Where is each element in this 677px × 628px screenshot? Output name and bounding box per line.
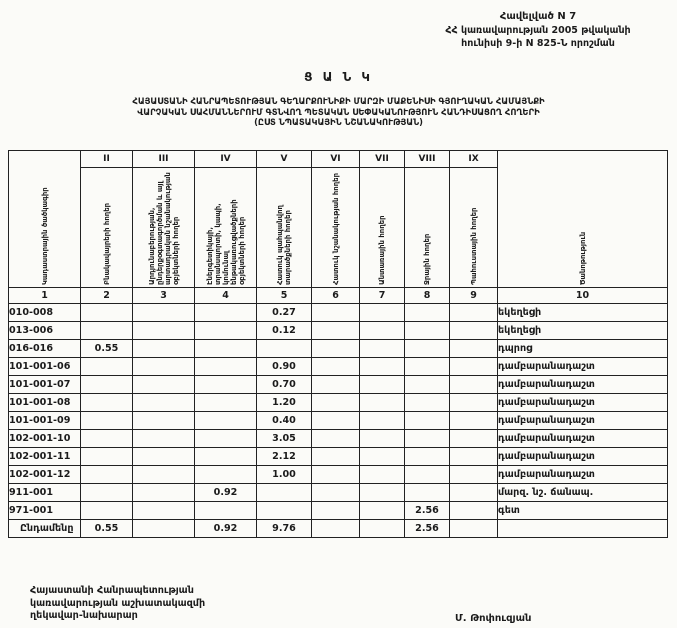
- column-number-cell: 3: [133, 288, 195, 304]
- value-cell: [450, 340, 498, 358]
- value-cell: [133, 520, 195, 538]
- category-header-cell: [133, 168, 195, 288]
- value-cell: [405, 430, 450, 448]
- value-cell: [405, 322, 450, 340]
- cadastral-code-cell: 101-001-07: [9, 376, 81, 394]
- note-cell: դամբարանադաշտ: [498, 358, 668, 376]
- value-cell: 0.55: [81, 520, 133, 538]
- category-header-label: Հատուկ պահպանվող տարածքների հողեր: [276, 205, 292, 285]
- value-cell: [450, 484, 498, 502]
- document-subtitle: [0, 96, 677, 128]
- column-number-cell: 5: [257, 288, 312, 304]
- roman-numeral-cell: VIII: [405, 151, 450, 168]
- table-row: [9, 430, 668, 448]
- footer-block: [30, 585, 205, 623]
- value-cell: [360, 466, 405, 484]
- table-row: [9, 412, 668, 430]
- value-cell: [312, 466, 360, 484]
- value-cell: [312, 304, 360, 322]
- table-row: [9, 394, 668, 412]
- note-cell: դամբարանադաշտ: [498, 430, 668, 448]
- table-row: [9, 466, 668, 484]
- category-header-label: Ջրային հողեր: [423, 233, 431, 285]
- value-cell: [133, 430, 195, 448]
- footer-line: Հայաստանի Հանրապետության: [30, 585, 194, 596]
- cadastral-code-cell: 911-001: [9, 484, 81, 502]
- category-header-label: Բնակավայրերի հողեր: [102, 202, 111, 285]
- table-row: [9, 376, 668, 394]
- value-cell: [405, 304, 450, 322]
- roman-numeral-cell: III: [133, 151, 195, 168]
- value-cell: [133, 322, 195, 340]
- category-header-label: Անտառային հողեր: [378, 215, 386, 285]
- value-cell: [312, 358, 360, 376]
- value-cell: [312, 322, 360, 340]
- cadastral-code-cell: 013-006: [9, 322, 81, 340]
- table-row: [9, 304, 668, 322]
- note-cell: գետ: [498, 502, 668, 520]
- note-cell: [498, 520, 668, 538]
- roman-numeral-cell: IX: [450, 151, 498, 168]
- value-cell: [312, 484, 360, 502]
- value-cell: [450, 502, 498, 520]
- category-header-cell: [405, 168, 450, 288]
- value-cell: [257, 340, 312, 358]
- value-cell: [195, 304, 257, 322]
- land-table: [8, 150, 668, 538]
- table-row: [9, 502, 668, 520]
- value-cell: [360, 358, 405, 376]
- footer-line: կառավարության աշխատակազմի: [30, 597, 206, 609]
- value-cell: 3.05: [257, 430, 312, 448]
- cadastral-code-cell: 102-001-12: [9, 466, 81, 484]
- category-header-label: Պահուստային հողեր: [469, 207, 478, 285]
- value-cell: [257, 502, 312, 520]
- value-cell: [312, 502, 360, 520]
- value-cell: [133, 484, 195, 502]
- category-header-cell: [195, 168, 257, 288]
- appendix-line: հունիսի 9-ի N 825-Ն որոշման: [461, 38, 615, 49]
- cadastral-code-cell: 102-001-10: [9, 430, 81, 448]
- table-row: [9, 484, 668, 502]
- value-cell: [195, 376, 257, 394]
- table-row: [9, 322, 668, 340]
- value-cell: [360, 484, 405, 502]
- subtitle-line: ՀԱՅԱՍՏԱՆԻ ՀԱՆՐԱՊԵՏՈՒԹՅԱՆ ԳԵՂԱՐՔՈՒՆԻՔԻ ՄԱՐԶԻ ՄԱՔԵՆԻՍԻ ԳՅՈՒՂԱԿԱՆ ՀԱՄԱՅՆՔԻ: [132, 96, 545, 106]
- appendix-block: [406, 10, 670, 51]
- value-cell: [360, 394, 405, 412]
- value-cell: [405, 466, 450, 484]
- value-cell: [257, 484, 312, 502]
- value-cell: [81, 376, 133, 394]
- note-cell: մարզ. նշ. ճանապ.: [498, 484, 668, 502]
- appendix-line: ՀՀ կառավարության 2005 թվականի: [445, 24, 631, 36]
- value-cell: [450, 394, 498, 412]
- column-number-cell: 4: [195, 288, 257, 304]
- cadastral-code-cell: 971-001: [9, 502, 81, 520]
- value-cell: [450, 466, 498, 484]
- value-cell: 0.55: [81, 340, 133, 358]
- category-header-cell: [312, 168, 360, 288]
- column-number-cell: 10: [498, 288, 668, 304]
- value-cell: [195, 412, 257, 430]
- value-cell: [312, 394, 360, 412]
- subtitle-line: (ԸՍՏ ՆՊԱՏԱԿԱՅԻՆ ՆՇԱՆԱԿՈՒԹՅԱՆ): [254, 117, 423, 127]
- value-cell: [195, 358, 257, 376]
- category-header-cell: [450, 168, 498, 288]
- value-cell: [405, 376, 450, 394]
- column-number-cell: 2: [81, 288, 133, 304]
- value-cell: [405, 448, 450, 466]
- value-cell: 0.92: [195, 484, 257, 502]
- cadastral-code-header: [9, 151, 81, 288]
- roman-numeral-cell: VI: [312, 151, 360, 168]
- value-cell: [312, 520, 360, 538]
- value-cell: [405, 412, 450, 430]
- value-cell: [133, 304, 195, 322]
- note-column-header-label: Ծանոթություն: [578, 231, 587, 285]
- value-cell: [405, 394, 450, 412]
- value-cell: [81, 358, 133, 376]
- roman-numeral-cell: IV: [195, 151, 257, 168]
- value-cell: [450, 448, 498, 466]
- value-cell: 2.56: [405, 520, 450, 538]
- note-cell: դամբարանադաշտ: [498, 376, 668, 394]
- category-header-label: Հատուկ նշանակության հողեր: [331, 173, 340, 285]
- table-row: [9, 358, 668, 376]
- category-header-cell: [360, 168, 405, 288]
- value-cell: [360, 304, 405, 322]
- value-cell: [195, 430, 257, 448]
- value-cell: [133, 466, 195, 484]
- value-cell: [195, 448, 257, 466]
- cadastral-code-cell: 016-016: [9, 340, 81, 358]
- value-cell: [81, 304, 133, 322]
- value-cell: 0.27: [257, 304, 312, 322]
- column-number-row: [9, 288, 668, 304]
- value-cell: [195, 340, 257, 358]
- value-cell: [195, 322, 257, 340]
- cadastral-code-header-label: Կադաստրային ծածկագիր: [40, 187, 49, 285]
- category-header-label: Արդյունաբերության, ընդերքօգտագործման և այլ արտադրական նշանակության օբյեկտների հողեր: [147, 172, 180, 285]
- value-cell: 0.90: [257, 358, 312, 376]
- column-number-cell: 8: [405, 288, 450, 304]
- value-cell: 0.12: [257, 322, 312, 340]
- roman-numeral-row: [9, 151, 668, 168]
- value-cell: [133, 340, 195, 358]
- value-cell: 0.92: [195, 520, 257, 538]
- value-cell: [81, 466, 133, 484]
- cadastral-code-cell: 101-001-06: [9, 358, 81, 376]
- value-cell: 1.00: [257, 466, 312, 484]
- column-number-cell: 9: [450, 288, 498, 304]
- value-cell: [133, 448, 195, 466]
- value-cell: [360, 502, 405, 520]
- value-cell: [450, 322, 498, 340]
- column-number-cell: 1: [9, 288, 81, 304]
- value-cell: [405, 484, 450, 502]
- value-cell: 1.20: [257, 394, 312, 412]
- value-cell: [81, 412, 133, 430]
- value-cell: [360, 430, 405, 448]
- category-header-label: Էներգետիկայի, տրանսպորտի, կապի, կոմունալ ենթակառուցվածքների օբյեկտների հողեր: [205, 199, 246, 285]
- table-row: [9, 340, 668, 358]
- value-cell: [312, 376, 360, 394]
- value-cell: 2.56: [405, 502, 450, 520]
- document-title: Ց Ա Ն Կ: [304, 70, 373, 84]
- roman-numeral-cell: VII: [360, 151, 405, 168]
- value-cell: [81, 484, 133, 502]
- footer-line: ղեկավար-նախարար: [30, 610, 138, 621]
- total-row: [9, 520, 668, 538]
- value-cell: [81, 448, 133, 466]
- note-cell: եկեղեցի: [498, 322, 668, 340]
- cadastral-code-cell: 010-008: [9, 304, 81, 322]
- appendix-line: Հավելված N 7: [499, 11, 577, 22]
- subtitle-line: ՎԱՐՉԱԿԱՆ ՍԱՀՄԱՆՆԵՐՈՒՄ ԳՏՆՎՈՂ ՊԵՏԱԿԱՆ ՍԵՓԱԿԱՆՈՒԹՅՈՒՆ ՀԱՆԴԻՍԱՑՈՂ ՀՈՂԵՐԻ: [137, 106, 540, 117]
- value-cell: [360, 412, 405, 430]
- column-number-cell: 7: [360, 288, 405, 304]
- value-cell: 0.70: [257, 376, 312, 394]
- value-cell: [81, 430, 133, 448]
- note-cell: դամբարանադաշտ: [498, 466, 668, 484]
- value-cell: [360, 322, 405, 340]
- note-cell: դամբարանադաշտ: [498, 394, 668, 412]
- note-cell: դամբարանադաշտ: [498, 448, 668, 466]
- value-cell: [360, 376, 405, 394]
- cadastral-code-cell: Ընդամենը: [9, 520, 81, 538]
- value-cell: [195, 502, 257, 520]
- table-row: [9, 448, 668, 466]
- value-cell: [133, 376, 195, 394]
- value-cell: [450, 520, 498, 538]
- value-cell: [360, 448, 405, 466]
- value-cell: [81, 322, 133, 340]
- value-cell: [312, 430, 360, 448]
- value-cell: 9.76: [257, 520, 312, 538]
- value-cell: [450, 412, 498, 430]
- value-cell: [405, 340, 450, 358]
- value-cell: [195, 466, 257, 484]
- roman-numeral-cell: V: [257, 151, 312, 168]
- value-cell: [450, 304, 498, 322]
- value-cell: [133, 394, 195, 412]
- value-cell: [133, 412, 195, 430]
- value-cell: [405, 358, 450, 376]
- category-header-cell: [257, 168, 312, 288]
- value-cell: [312, 412, 360, 430]
- column-number-cell: 6: [312, 288, 360, 304]
- value-cell: 0.40: [257, 412, 312, 430]
- note-cell: եկեղեցի: [498, 304, 668, 322]
- value-cell: [81, 394, 133, 412]
- note-column-header: [498, 151, 668, 288]
- roman-numeral-cell: II: [81, 151, 133, 168]
- value-cell: [81, 502, 133, 520]
- note-cell: դամբարանադաշտ: [498, 412, 668, 430]
- value-cell: [312, 448, 360, 466]
- cadastral-code-cell: 101-001-09: [9, 412, 81, 430]
- cadastral-code-cell: 102-001-11: [9, 448, 81, 466]
- value-cell: [360, 520, 405, 538]
- value-cell: [195, 394, 257, 412]
- value-cell: [133, 358, 195, 376]
- value-cell: 2.12: [257, 448, 312, 466]
- note-cell: դպրոց: [498, 340, 668, 358]
- cadastral-code-cell: 101-001-08: [9, 394, 81, 412]
- value-cell: [360, 340, 405, 358]
- value-cell: [133, 502, 195, 520]
- value-cell: [450, 358, 498, 376]
- value-cell: [312, 340, 360, 358]
- category-header-cell: [81, 168, 133, 288]
- signature-name: Մ. Թոփուզյան: [455, 613, 532, 624]
- value-cell: [450, 376, 498, 394]
- value-cell: [450, 430, 498, 448]
